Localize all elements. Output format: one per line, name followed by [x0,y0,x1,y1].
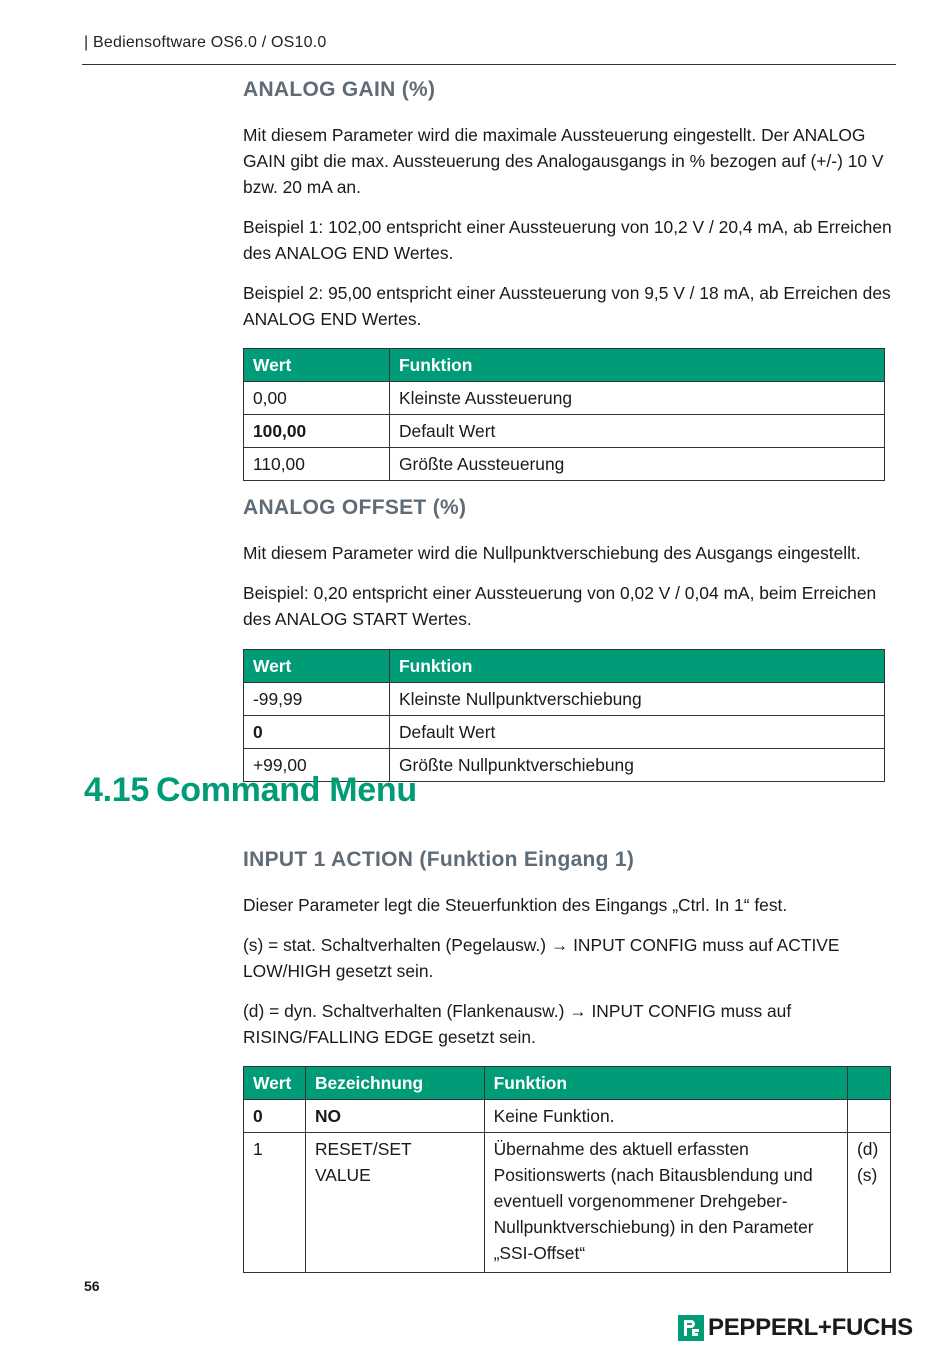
paragraph: (s) = stat. Schaltverhalten (Pegelausw.) → INPUT CONFIG muss auf ACTIVE LOW/HIGH gesetzt sein. [243,935,840,981]
page-number: 56 [84,1278,100,1294]
table-header-row [244,1067,891,1100]
table-cell: Übernahme des aktuell erfassten Positionswerts (nach Bitausblendung und eventuell vorgenommener Drehgeber-Nullpunktverschiebung) in den Parameter „SSI-Offset“ [484,1133,847,1273]
table-row [244,1100,891,1133]
analog-offset-table [243,649,885,782]
column-header: Wert [244,349,390,382]
column-header: Funktion [390,349,885,382]
pf-mark-icon [680,1317,702,1339]
input-action-text [243,892,898,1050]
analog-gain-heading: ANALOG GAIN (%) [243,78,436,101]
table-cell: Kleinste Aussteuerung [390,382,885,415]
analog-offset-heading: ANALOG OFFSET (%) [243,496,467,519]
table-cell: Größte Nullpunktverschiebung [390,749,885,782]
table-cell: NO [305,1100,484,1133]
paragraph: Mit diesem Parameter wird die maximale Aussteuerung eingestellt. Der ANALOG GAIN gibt die max. Aussteuerung des Analogausgangs in % bezogen auf (+/-) 10 V bzw. 20 mA an. [243,125,884,197]
paragraph: Beispiel 2: 95,00 entspricht einer Aussteuerung von 9,5 V / 18 mA, ab Erreichen des ANALOG END Wertes. [243,283,891,329]
column-header: Bezeichnung [305,1067,484,1100]
table-cell: Kleinste Nullpunktverschiebung [390,683,885,716]
table-cell: 0,00 [244,382,390,415]
column-header: Funktion [484,1067,847,1100]
paragraph: Beispiel 1: 102,00 entspricht einer Aussteuerung von 10,2 V / 20,4 mA, ab Erreichen des ANALOG END Wertes. [243,217,892,263]
paragraph: Mit diesem Parameter wird die Nullpunktverschiebung des Ausgangs eingestellt. [243,543,861,563]
table-row [244,415,885,448]
table-row [244,448,885,481]
table-cell: 1 [244,1133,306,1273]
analog-gain-table [243,348,885,481]
column-header: Wert [244,1067,306,1100]
section-title [84,771,417,810]
table-cell: Default Wert [390,716,885,749]
paragraph: (d) = dyn. Schaltverhalten (Flankenausw.) → INPUT CONFIG muss auf RISING/FALLING EDGE gesetzt sein. [243,1001,792,1047]
table-cell: Keine Funktion. [484,1100,847,1133]
table-row [244,716,885,749]
section-number: 4.15 [84,771,149,809]
table-header-row [244,650,885,683]
table-row [244,382,885,415]
input-action-heading: INPUT 1 ACTION (Funktion Eingang 1) [243,848,635,871]
table-cell: Größte Aussteuerung [390,448,885,481]
table-row [244,683,885,716]
column-header [848,1067,891,1100]
analog-gain-text [243,122,898,332]
pepperl-fuchs-logo [678,1314,913,1342]
table-cell: 0 [244,716,390,749]
table-cell: +99,00 [244,749,390,782]
analog-offset-text [243,540,898,632]
table-cell: 100,00 [244,415,390,448]
table-cell: 110,00 [244,448,390,481]
paragraph: Beispiel: 0,20 entspricht einer Aussteuerung von 0,02 V / 0,04 mA, beim Erreichen des ANALOG START Wertes. [243,583,877,629]
header-rule [82,64,896,65]
table-header-row [244,349,885,382]
pf-logo-icon [678,1315,704,1341]
table-cell: -99,99 [244,683,390,716]
table-cell: RESET/SET VALUE [305,1133,484,1273]
table-row [244,1133,891,1273]
input-action-table [243,1066,891,1273]
table-cell: 0 [244,1100,306,1133]
logo-text: PEPPERL+FUCHS [708,1314,913,1341]
column-header: Funktion [390,650,885,683]
running-header: | Bediensoftware OS6.0 / OS10.0 [84,34,327,51]
table-cell: (d) (s) [848,1133,891,1273]
column-header: Wert [244,650,390,683]
paragraph: Dieser Parameter legt die Steuerfunktion des Eingangs „Ctrl. In 1“ fest. [243,895,788,915]
section-title-text: Command Menu [156,771,417,809]
table-cell: Default Wert [390,415,885,448]
table-cell [848,1100,891,1133]
